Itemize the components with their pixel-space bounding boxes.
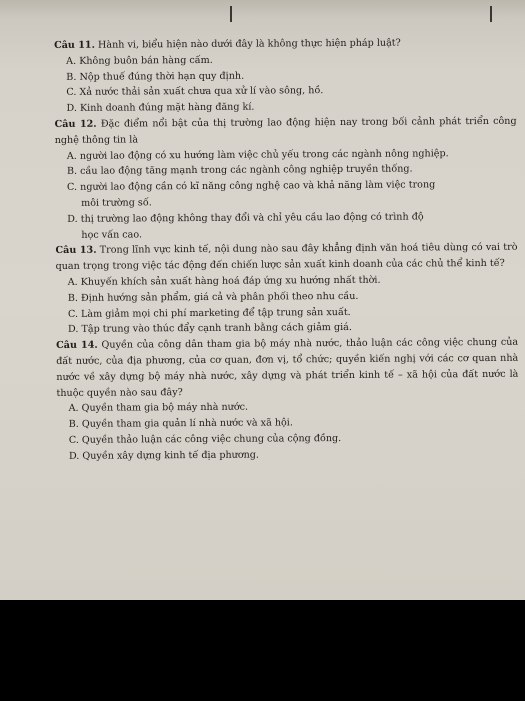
question-label: Câu 11. (54, 39, 95, 51)
question-11 (54, 35, 517, 117)
answer-option: D. thị trường lao động không thay đổi và chỉ yêu cầu lao động có trình độ học vấn cao. (67, 211, 424, 241)
question-14 (56, 335, 519, 465)
answer-option: C. Quyền thảo luận các công việc chung của cộng đồng. (68, 432, 342, 446)
question-13 (55, 240, 518, 338)
answer-option: D. Tập trung vào thúc đẩy cạnh tranh bằng cách giảm giá. (67, 322, 352, 336)
answer-option: A. người lao động có xu hướng làm việc chủ yếu trong các ngành nông nghiệp. (66, 147, 449, 162)
binder-mark (230, 6, 232, 22)
answer-option: A. Không buôn bán hàng cấm. (66, 54, 213, 67)
question-text: Đặc điểm nổi bật của thị trường lao động hiện nay trong bối cảnh phát triển công nghệ thông tin là (54, 115, 517, 146)
answer-option: C. Làm giảm mọi chi phí marketing để tập trung sản xuất. (67, 306, 351, 320)
answer-option: B. Nộp thuế đúng thời hạn quy định. (66, 70, 245, 83)
question-12 (55, 114, 518, 244)
answer-option: C. người lao động cần có kĩ năng công nghệ cao và khả năng làm việc trong môi trường số. (67, 179, 436, 209)
answer-option: A. Khuyến khích sản xuất hàng hoá đáp ứng xu hướng nhất thời. (67, 274, 381, 288)
exam-page (54, 35, 519, 465)
black-bottom-area (0, 600, 525, 701)
answer-option: B. cầu lao động tăng mạnh trong các ngành công nghiệp truyền thống. (66, 163, 413, 178)
question-stem (55, 240, 517, 275)
answer-option: A. Quyền tham gia bộ máy nhà nước. (68, 401, 249, 415)
question-label: Câu 12. (54, 118, 97, 130)
question-stem (56, 335, 518, 401)
question-text: Trong lĩnh vực kinh tế, nội dung nào sau đây khẳng định văn hoá tiêu dùng có vai trò quan trọng trong việc tác động đến chiến lược sản xuất kinh doanh của các chủ thể kinh tế? (55, 242, 518, 273)
binder-mark (490, 6, 492, 22)
answer-option: B. Định hướng sản phẩm, giá cả và phân phối theo nhu cầu. (67, 290, 359, 304)
question-label: Câu 13. (55, 245, 97, 257)
answer-option: D. Kinh doanh đúng mặt hàng đăng kí. (66, 101, 255, 115)
question-text: Quyền của công dân tham gia bộ máy nhà nước, thảo luận các công việc chung của đất nước, của địa phương, của cơ quan, đơn vị, tổ chức; quyền kiến nghị với các cơ quan nhà nước về xây dựng bộ máy nhà nước, xây dựng và phát triển kinh tế – xã hội của đất nước là thuộc quyền nào sau đây? (56, 336, 519, 399)
answer-option: B. Quyền tham gia quản lí nhà nước và xã hội. (68, 417, 293, 431)
question-label: Câu 14. (56, 339, 98, 352)
question-stem (55, 114, 517, 149)
answer-option: C. Xả nước thải sản xuất chưa qua xử lí vào sông, hồ. (66, 85, 324, 99)
question-text: Hành vi, biểu hiện nào dưới đây là không thực hiện pháp luật? (97, 37, 401, 51)
paper-shadow (0, 0, 525, 18)
answer-option: D. Quyền xây dựng kinh tế địa phương. (68, 449, 260, 462)
